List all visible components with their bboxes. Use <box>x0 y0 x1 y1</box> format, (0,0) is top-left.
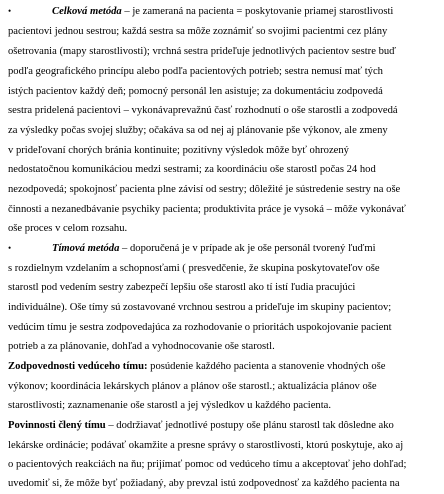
celkova-line: pacientovi jednou sestrou; každá sestra sa môže zoznámiť so svojimi pacientmi cez plány <box>8 26 388 37</box>
timova-line: individuálne). Oše tímy sú zostavované vrchnou sestrou a prideľuje im skupiny pacientov; <box>8 302 392 313</box>
povinnosti-heading-line <box>8 416 394 436</box>
povinnosti-line: lekárske ordinácie; podávať okamžite a presne správy o starostlivosti, ktorú poskytuje, ako aj <box>8 440 404 451</box>
zodpovednosti-line: starostlivosti; zaznamenanie oše starostl a jej výsledkov u každého pacienta. <box>8 400 332 411</box>
celkova-line: v prideľovaní chorých bránia kontinuite; pozitívny výsledok môže byť ohrozený <box>8 145 349 156</box>
timova-title: Tímová metóda <box>52 243 120 254</box>
celkova-line: sestra pridelená pacientovi – vykonávaprevažnú časť rozhodnutí o oše starostli a zodpovedá <box>8 105 398 116</box>
zodpovednosti-title: Zodpovednosti vedúceho tímu: <box>8 361 148 372</box>
celkova-line: ošetrovania (mapy starostlivosti); vrchná sestra prideľuje jednotlivých pacientov sestre buď <box>8 46 397 57</box>
povinnosti-first-text: – dodržiavať jednotlivé postupy oše plánu starostl tak dôsledne ako <box>105 420 394 431</box>
celkova-line: nezodpovedá; spokojnosť pacienta plne závisí od sestry; dôležité je sústredenie sestry na oše <box>8 184 401 195</box>
timova-first-text: – doporučená je v prípade ak je oše personál tvorený ľuďmi <box>119 243 376 254</box>
povinnosti-title: Povinnosti člený tímu <box>8 420 106 431</box>
bullet-celkova: • <box>8 6 12 16</box>
zodpovednosti-heading-line <box>8 357 386 377</box>
timova-line: starostl pod vedením sestry zabezpečí lepšiu oše starostl ako tí istí ľudia pracujúci <box>8 282 356 293</box>
celkova-first-text: – je zameraná na pacienta = poskytovanie priamej starostlivosti <box>121 6 394 17</box>
celkova-line: podľa geografického princípu alebo podľa pacientových potrieb; sestra nemusí mať tých <box>8 66 383 77</box>
povinnosti-line: o pacientových reakciách na ňu; prijímať pomoc od vedúceho tímu a akceptovať jeho dohľad; <box>8 459 407 470</box>
celkova-line: za výsledky počas svojej služby; očakáva sa od nej aj plánovanie pše výkonov, ale zmeny <box>8 125 388 136</box>
timova-heading-line <box>52 239 376 259</box>
bullet-timova: • <box>8 243 12 253</box>
celkova-title: Celková metóda <box>52 6 122 17</box>
celkova-line: oše proces v celom rozsahu. <box>8 223 128 234</box>
celkova-line: istých pacientov každý deň; pomocný personál len asistuje; za dokumentáciu zodpovedá <box>8 86 383 97</box>
timova-line: s rozdielnym vzdelaním a schopnosťami ( presvedčenie, že skupina poskytovateľov oše <box>8 263 380 274</box>
zodpovednosti-first-text: posúdenie každého pacienta a stanovenie vhodných oše <box>147 361 386 372</box>
timova-line: vedúcim tímu je sestra zodpovedajúca za rozhodovanie o prioritách uspokojovanie pacient <box>8 322 392 333</box>
celkova-heading-line <box>52 2 393 22</box>
celkova-line: nedostatočnou komunikáciou medzi sestrami; za koordináciu oše starostl počas 24 hod <box>8 164 376 175</box>
zodpovednosti-line: výkonov; koordinácia lekárskych plánov a plánov oše starostl.; aktualizácia plánov oše <box>8 381 377 392</box>
timova-line: potrieb a za plánovanie, dohľad a vyhodnocovanie oše starostl. <box>8 341 275 352</box>
celkova-line: činnosti a nezanedbávanie psychiky pacienta; produktivita práce je vysoká – môže vykonávať <box>8 204 406 215</box>
povinnosti-line: uvedomiť si, že môže byť požiadaný, aby prevzal istú zodpovednosť za každého pacienta na <box>8 478 400 489</box>
